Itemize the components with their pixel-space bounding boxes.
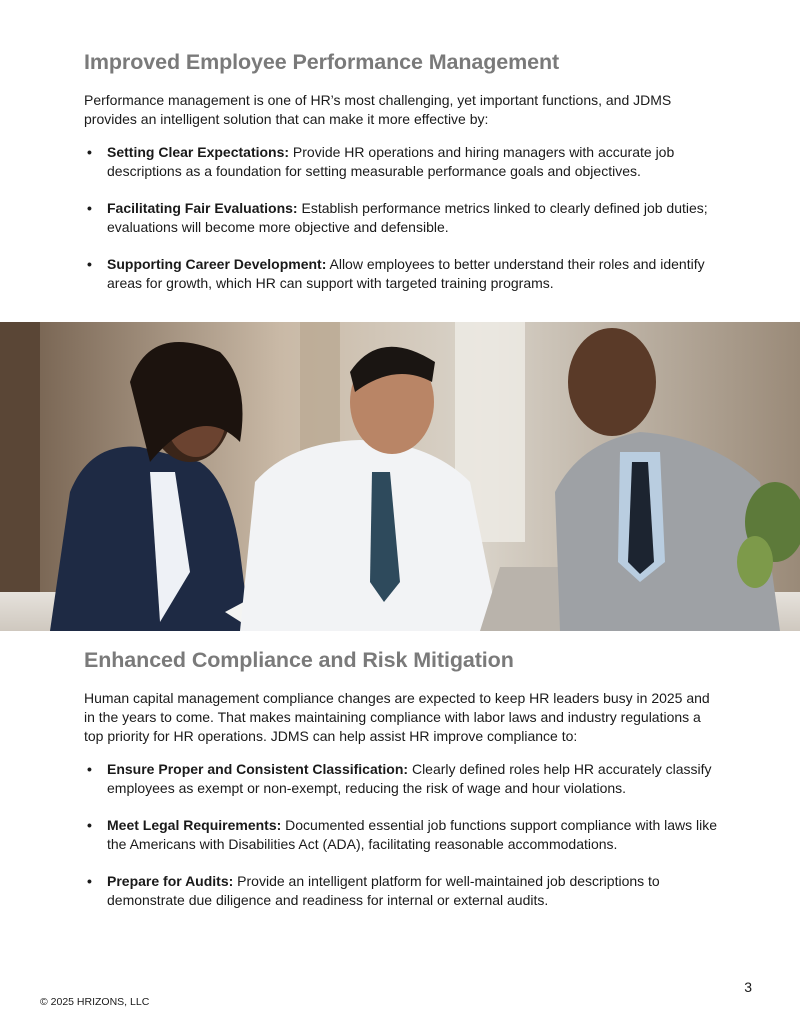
list-item: [84, 143, 724, 181]
bullet-text: Provide HR operations and hiring managers with accurate job descriptions as a foundation for setting measurable performance goals and objectives.: [107, 144, 675, 179]
section-compliance: [84, 648, 724, 928]
bullet-text: Establish performance metrics linked to clearly defined job duties; evaluations will become more objective and defensible.: [107, 200, 708, 235]
section-intro: Performance management is one of HR’s most challenging, yet important functions, and JDMS provides an intelligent solution that can make it more effective by:: [84, 92, 672, 127]
bullet-list: [84, 143, 724, 293]
bullet-icon: •: [87, 817, 92, 833]
section-performance: [84, 50, 724, 311]
section-intro: Human capital management compliance changes are expected to keep HR leaders busy in 2025 and in the years to come. That makes maintaining compliance with labor laws and industry regulations a top priority for HR operations. JDMS can help assist HR improve compliance to:: [84, 690, 710, 744]
section-title: Improved Employee Performance Management: [84, 50, 560, 74]
bullet-list: [84, 760, 724, 910]
bullet-heading: Setting Clear Expectations:: [107, 144, 290, 160]
bullet-icon: •: [87, 873, 92, 889]
bullet-heading: Ensure Proper and Consistent Classification:: [107, 761, 409, 777]
bullet-heading: Prepare for Audits:: [107, 873, 234, 889]
bullet-heading: Supporting Career Development:: [107, 256, 327, 272]
bullet-icon: •: [87, 761, 92, 777]
bullet-icon: •: [87, 144, 92, 160]
page-number: 3: [744, 979, 752, 995]
bullet-icon: •: [87, 256, 92, 272]
team-photo: [0, 322, 800, 631]
bullet-heading: Meet Legal Requirements:: [107, 817, 282, 833]
bullet-icon: •: [87, 200, 92, 216]
list-item: [84, 872, 724, 910]
copyright-notice: © 2025 HRIZONS, LLC: [40, 996, 150, 1008]
bullet-heading: Facilitating Fair Evaluations:: [107, 200, 298, 216]
list-item: [84, 255, 724, 293]
section-title: Enhanced Compliance and Risk Mitigation: [84, 648, 514, 672]
bullet-text: Clearly defined roles help HR accurately classify employees as exempt or non-exempt, reducing the risk of wage and hour violations.: [107, 761, 712, 796]
bullet-text: Documented essential job functions support compliance with laws like the Americans with Disabilities Act (ADA), facilitating reasonable accommodations.: [107, 817, 718, 852]
bullet-text: Allow employees to better understand their roles and identify areas for growth, which HR can support with targeted training programs.: [107, 256, 705, 291]
list-item: [84, 816, 724, 854]
bullet-text: Provide an intelligent platform for well-maintained job descriptions to demonstrate due diligence and readiness for internal or external audits.: [107, 873, 660, 908]
list-item: [84, 199, 724, 237]
list-item: [84, 760, 724, 798]
